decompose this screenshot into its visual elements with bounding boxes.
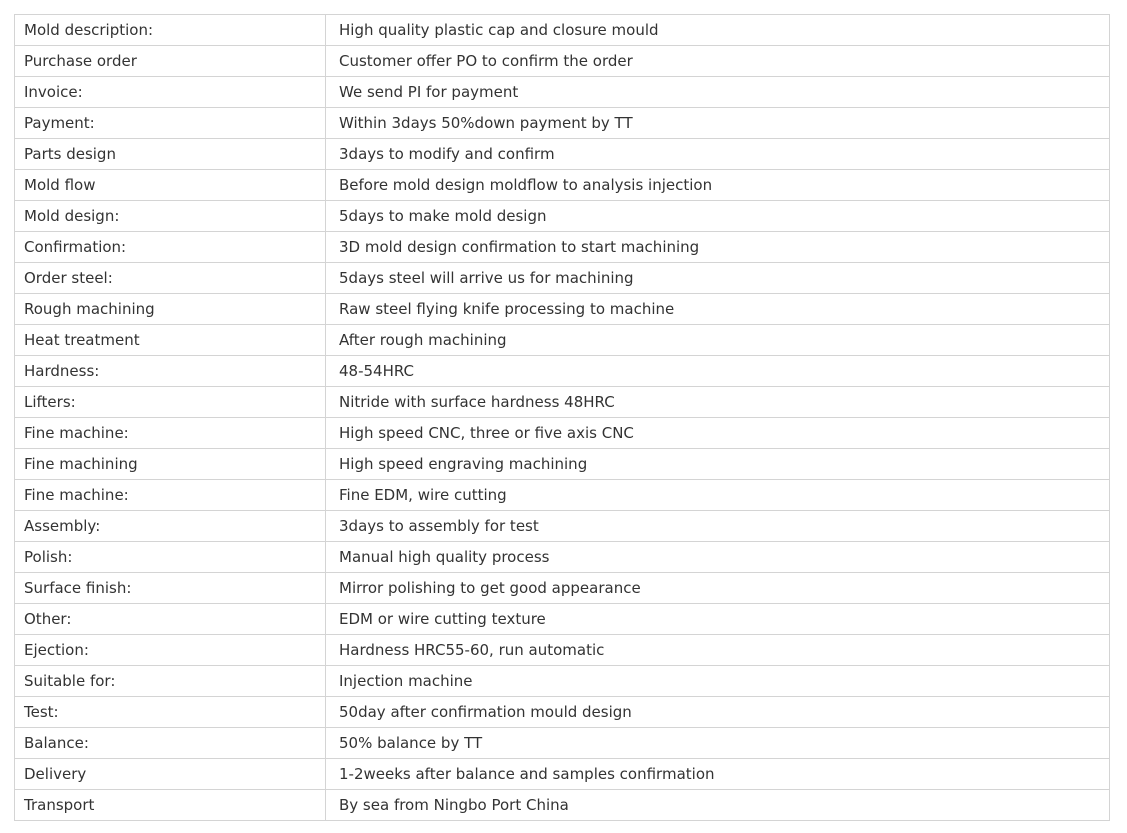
table-row [15,449,1110,480]
table-row [15,139,1110,170]
row-label: Mold design: [15,201,326,232]
row-label: Confirmation: [15,232,326,263]
row-value: 5days steel will arrive us for machining [326,263,1110,294]
row-value: High speed CNC, three or five axis CNC [326,418,1110,449]
table-row [15,604,1110,635]
table-row [15,759,1110,790]
table-row [15,697,1110,728]
row-value: Mirror polishing to get good appearance [326,573,1110,604]
table-row [15,170,1110,201]
table-row [15,418,1110,449]
row-value: 48-54HRC [326,356,1110,387]
row-value: High quality plastic cap and closure mould [326,15,1110,46]
table-row [15,46,1110,77]
table-row [15,666,1110,697]
row-label: Transport [15,790,326,821]
row-value: Nitride with surface hardness 48HRC [326,387,1110,418]
row-label: Rough machining [15,294,326,325]
row-label: Mold description: [15,15,326,46]
table-row [15,728,1110,759]
row-label: Parts design [15,139,326,170]
row-value: 1-2weeks after balance and samples confirmation [326,759,1110,790]
row-value: Before mold design moldflow to analysis injection [326,170,1110,201]
row-value: Hardness HRC55-60, run automatic [326,635,1110,666]
row-label: Purchase order [15,46,326,77]
row-label: Order steel: [15,263,326,294]
table-row [15,356,1110,387]
row-value: After rough machining [326,325,1110,356]
row-value: 50day after confirmation mould design [326,697,1110,728]
row-value: By sea from Ningbo Port China [326,790,1110,821]
table-row [15,325,1110,356]
table-row [15,542,1110,573]
table-row [15,635,1110,666]
spec-table-body [15,15,1110,821]
row-label: Payment: [15,108,326,139]
row-value: Within 3days 50%down payment by TT [326,108,1110,139]
table-row [15,108,1110,139]
row-value: Customer offer PO to confirm the order [326,46,1110,77]
mold-spec-table [14,14,1110,821]
row-value: Raw steel flying knife processing to machine [326,294,1110,325]
row-label: Fine machining [15,449,326,480]
row-value: 50% balance by TT [326,728,1110,759]
row-label: Other: [15,604,326,635]
row-value: Fine EDM, wire cutting [326,480,1110,511]
row-label: Suitable for: [15,666,326,697]
table-row [15,573,1110,604]
table-row [15,511,1110,542]
row-value: 5days to make mold design [326,201,1110,232]
table-row [15,480,1110,511]
row-value: 3days to modify and confirm [326,139,1110,170]
row-label: Fine machine: [15,480,326,511]
row-value: 3days to assembly for test [326,511,1110,542]
row-value: Manual high quality process [326,542,1110,573]
table-row [15,263,1110,294]
row-label: Heat treatment [15,325,326,356]
table-row [15,790,1110,821]
row-label: Polish: [15,542,326,573]
table-row [15,232,1110,263]
table-row [15,15,1110,46]
row-label: Surface finish: [15,573,326,604]
row-label: Ejection: [15,635,326,666]
table-row [15,77,1110,108]
table-row [15,201,1110,232]
row-label: Mold flow [15,170,326,201]
row-label: Assembly: [15,511,326,542]
row-label: Delivery [15,759,326,790]
row-value: High speed engraving machining [326,449,1110,480]
row-value: Injection machine [326,666,1110,697]
table-row [15,294,1110,325]
row-label: Invoice: [15,77,326,108]
row-value: We send PI for payment [326,77,1110,108]
row-label: Hardness: [15,356,326,387]
row-label: Lifters: [15,387,326,418]
table-row [15,387,1110,418]
row-label: Balance: [15,728,326,759]
row-value: 3D mold design confirmation to start machining [326,232,1110,263]
row-value: EDM or wire cutting texture [326,604,1110,635]
row-label: Fine machine: [15,418,326,449]
row-label: Test: [15,697,326,728]
